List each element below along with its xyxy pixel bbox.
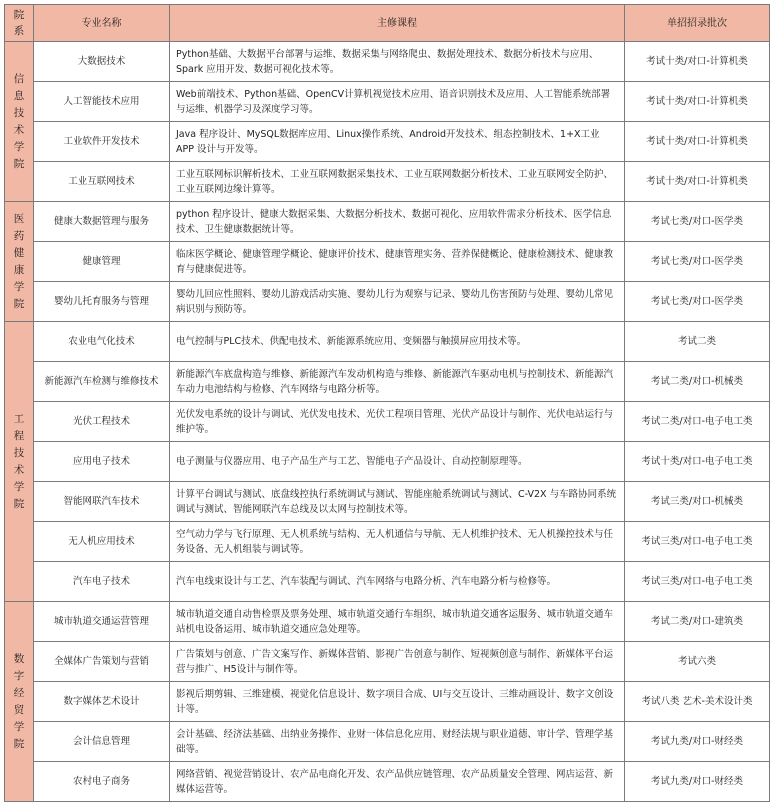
major-name: 人工智能技术应用 [34,82,170,122]
major-name: 会计信息管理 [34,722,170,762]
major-batch: 考试二类/对口-建筑类 [625,602,770,642]
major-name: 光伏工程技术 [34,402,170,442]
major-batch: 考试十类/对口-计算机类 [625,122,770,162]
major-batch: 考试二类/对口-电子电工类 [625,402,770,442]
table-row [5,322,770,362]
table-row [5,122,770,162]
major-courses: 汽车电线束设计与工艺、汽车装配与调试、汽车网络与电路分析、汽车电路分析与检修等。 [170,562,625,602]
major-courses: 会计基础、经济法基础、出纳业务操作、业财一体信息化应用、财经法规与职业道德、审计学、管理学基础等。 [170,722,625,762]
major-name: 智能网联汽车技术 [34,482,170,522]
major-courses: 婴幼儿回应性照料、婴幼儿游戏活动实施、婴幼儿行为观察与记录、婴幼儿伤害预防与处理、婴幼儿常见病识别与预防等。 [170,282,625,322]
table-row [5,402,770,442]
major-batch: 考试七类/对口-医学类 [625,242,770,282]
major-batch: 考试七类/对口-医学类 [625,282,770,322]
major-name: 大数据技术 [34,42,170,82]
major-batch: 考试六类 [625,642,770,682]
major-batch: 考试八类 艺术-美术设计类 [625,682,770,722]
major-batch: 考试三类/对口-电子电工类 [625,562,770,602]
major-name: 健康大数据管理与服务 [34,202,170,242]
majors-table [4,4,770,802]
major-name: 无人机应用技术 [34,522,170,562]
table-row [5,682,770,722]
table-row [5,202,770,242]
major-courses: 广告策划与创意、广告文案写作、新媒体营销、影视广告创意与制作、短视频创意与制作、新媒体平台运营与推广、H5设计与制作等。 [170,642,625,682]
major-name: 农业电气化技术 [34,322,170,362]
major-name: 健康管理 [34,242,170,282]
major-name: 新能源汽车检测与维修技术 [34,362,170,402]
major-courses: 电气控制与PLC技术、供配电技术、新能源系统应用、变频器与触摸屏应用技术等。 [170,322,625,362]
table-row [5,242,770,282]
major-batch: 考试九类/对口-财经类 [625,722,770,762]
major-courses: Python基础、大数据平台部署与运维、数据采集与网络爬虫、数据处理技术、数据分析技术与应用、Spark 应用开发、数据可视化技术等。 [170,42,625,82]
major-name: 全媒体广告策划与营销 [34,642,170,682]
major-name: 农村电子商务 [34,762,170,802]
dept-cell-engineering: 工程技术学院 [5,322,34,602]
major-courses: 空气动力学与飞行原理、无人机系统与结构、无人机通信与导航、无人机维护技术、无人机操控技术与任务设备、无人机组装与调试等。 [170,522,625,562]
dept-cell-digital-trade: 数字经贸学院 [5,602,34,802]
major-batch: 考试三类/对口-机械类 [625,482,770,522]
major-name: 应用电子技术 [34,442,170,482]
major-batch: 考试二类/对口-机械类 [625,362,770,402]
header-courses: 主修课程 [170,5,625,42]
major-name: 工业互联网技术 [34,162,170,202]
major-name: 汽车电子技术 [34,562,170,602]
major-courses: 工业互联网标识解析技术、工业互联网数据采集技术、工业互联网数据分析技术、工业互联网安全防护、工业互联网边缘计算等。 [170,162,625,202]
table-row [5,162,770,202]
major-courses: 新能源汽车底盘构造与维修、新能源汽车发动机构造与维修、新能源汽车驱动电机与控制技术、新能源汽车动力电池结构与检修、汽车网络与电路分析等。 [170,362,625,402]
major-batch: 考试十类/对口-计算机类 [625,162,770,202]
major-name: 婴幼儿托育服务与管理 [34,282,170,322]
table-row [5,722,770,762]
major-courses: 光伏发电系统的设计与调试、光伏发电技术、光伏工程项目管理、光伏产品设计与制作、光伏电站运行与维护等。 [170,402,625,442]
table-row [5,642,770,682]
table-row [5,362,770,402]
major-batch: 考试二类 [625,322,770,362]
major-name: 数字媒体艺术设计 [34,682,170,722]
major-courses: 电子测量与仪器应用、电子产品生产与工艺、智能电子产品设计、自动控制原理等。 [170,442,625,482]
major-courses: Web前端技术、Python基础、OpenCV计算机视觉技术应用、语音识别技术及应用、人工智能系统部署与运维、机器学习及深度学习等。 [170,82,625,122]
table-row [5,522,770,562]
major-courses: 城市轨道交通自动售检票及票务处理、城市轨道交通行车组织、城市轨道交通客运服务、城市轨道交通车站机电设备运用、城市轨道交通应急处理等。 [170,602,625,642]
major-courses: 计算平台调试与测试、底盘线控执行系统调试与测试、智能座舱系统调试与测试、C-V2X 与车路协同系统调试与测试、智能网联汽车总线及以太网与控制技术等。 [170,482,625,522]
table-row [5,42,770,82]
major-batch: 考试十类/对口-计算机类 [625,42,770,82]
table-row [5,762,770,802]
header-dept: 院系 [5,5,34,42]
major-batch: 考试九类/对口-财经类 [625,762,770,802]
major-batch: 考试十类/对口-计算机类 [625,82,770,122]
major-courses: Java 程序设计、MySQL数据库应用、Linux操作系统、Android开发技术、组态控制技术、1+X工业 APP 设计与开发等。 [170,122,625,162]
major-courses: 临床医学概论、健康管理学概论、健康评价技术、健康管理实务、营养保健概论、健康检测技术、健康教育与健康促进等。 [170,242,625,282]
table-row [5,482,770,522]
table-row [5,562,770,602]
major-batch: 考试七类/对口-医学类 [625,202,770,242]
table-row [5,442,770,482]
major-courses: 影视后期剪辑、三维建模、视觉化信息设计、数字项目合成、UI与交互设计、三维动画设计、数字文创设计等。 [170,682,625,722]
major-batch: 考试十类/对口-电子电工类 [625,442,770,482]
major-courses: 网络营销、视觉营销设计、农产品电商化开发、农产品供应链管理、农产品质量安全管理、网店运营、新媒体运营等。 [170,762,625,802]
dept-cell-medical-health: 医药健康学院 [5,202,34,322]
table-row [5,82,770,122]
major-batch: 考试三类/对口-电子电工类 [625,522,770,562]
major-name: 工业软件开发技术 [34,122,170,162]
header-major: 专业名称 [34,5,170,42]
table-row [5,602,770,642]
table-header-row [5,5,770,42]
header-batch: 单招招录批次 [625,5,770,42]
table-row [5,282,770,322]
dept-cell-info-tech: 信息技术学院 [5,42,34,202]
major-courses: python 程序设计、健康大数据采集、大数据分析技术、数据可视化、应用软件需求分析技术、医学信息技术、卫生健康数据统计等。 [170,202,625,242]
major-name: 城市轨道交通运营管理 [34,602,170,642]
